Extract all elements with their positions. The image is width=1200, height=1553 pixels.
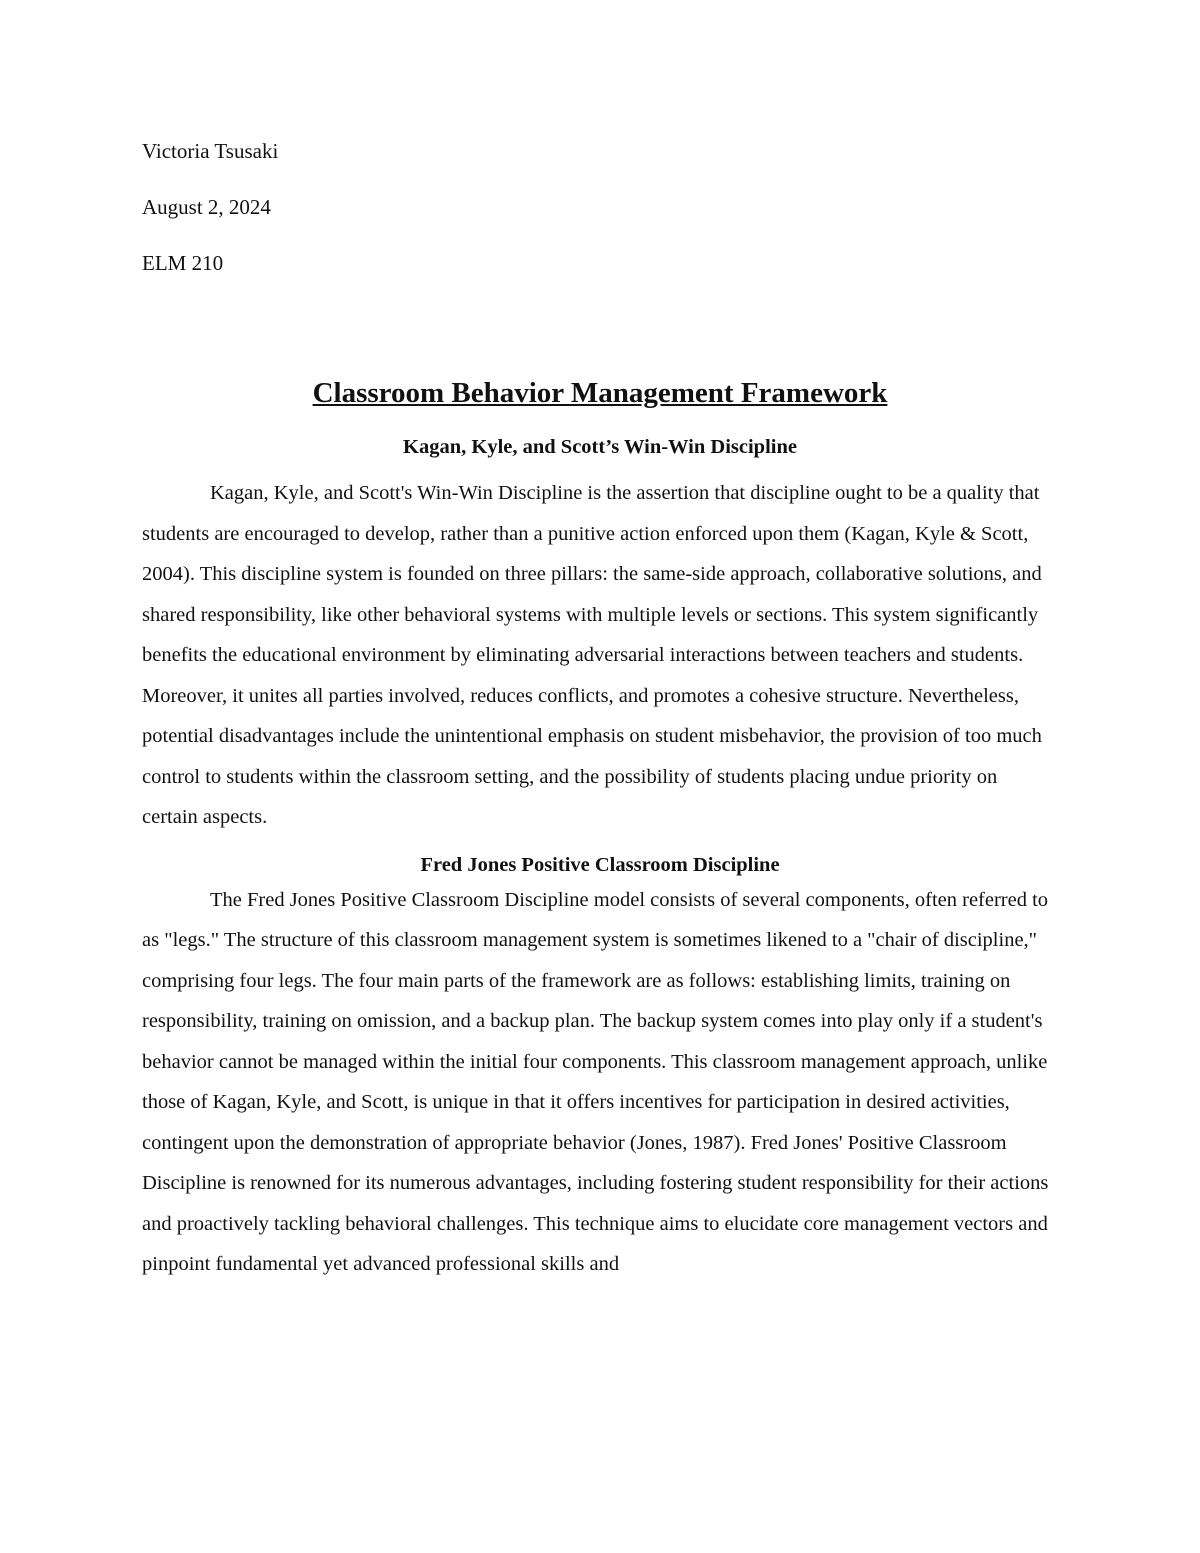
paragraph-jones: The Fred Jones Positive Classroom Discipline model consists of several components, often referred to as "legs." The structure of this classroom management system is sometimes likened to a "chair of discipline," comprising four legs. The four main parts of the framework are as follows: establishing limits, training on responsibility, training on omission, and a backup plan. The backup system comes into play only if a student's behavior cannot be managed within the initial four components. This classroom management approach, unlike those of Kagan, Kyle, and Scott, is unique in that it offers incentives for participation in desired activities, contingent upon the demonstration of appropriate behavior (Jones, 1987). Fred Jones' Positive Classroom Discipline is renowned for its numerous advantages, including fostering student responsibility for their actions and proactively tackling behavioral challenges. This technique aims to elucidate core management vectors and pinpoint fundamental yet advanced professional skills and xyxy=(142,888,1049,1275)
document-content xyxy=(142,138,1058,1285)
document-title: Classroom Behavior Management Framework xyxy=(312,377,888,409)
author-name: Victoria Tsusaki xyxy=(142,139,279,163)
submission-date: August 2, 2024 xyxy=(142,195,271,219)
course-code: ELM 210 xyxy=(142,251,224,275)
section-heading-jones: Fred Jones Positive Classroom Discipline xyxy=(420,853,780,876)
section-heading-kagan: Kagan, Kyle, and Scott’s Win-Win Discipline xyxy=(403,436,797,458)
paragraph-kagan: Kagan, Kyle, and Scott's Win-Win Discipline is the assertion that discipline ought to be a quality that students are encouraged to develop, rather than a punitive action enforced upon them (Kagan, Kyle & Scott, 2004). This discipline system is founded on three pillars: the same-side approach, collaborative solutions, and shared responsibility, like other behavioral systems with multiple levels or sections. This system significantly benefits the educational environment by eliminating adversarial interactions between teachers and students. Moreover, it unites all parties involved, reduces conflicts, and promotes a cohesive structure. Nevertheless, potential disadvantages include the unintentional emphasis on student misbehavior, the provision of too much control to students within the classroom setting, and the possibility of students placing undue priority on certain aspects. xyxy=(142,482,1042,828)
